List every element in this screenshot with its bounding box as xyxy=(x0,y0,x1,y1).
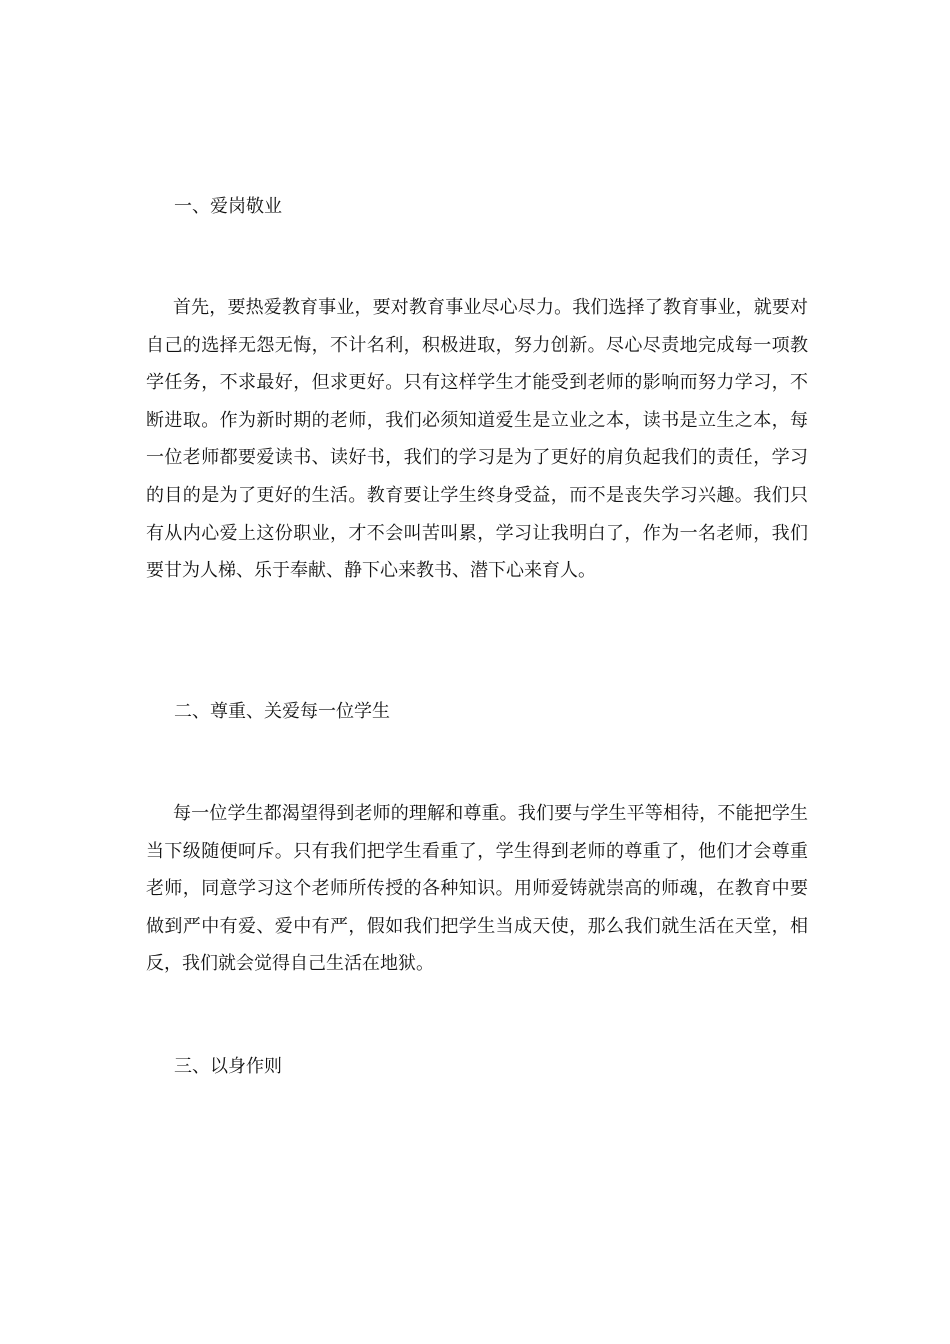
section-heading-2: 二、尊重、关爱每一位学生 xyxy=(174,701,390,722)
section-paragraph-2: 每一位学生都渴望得到老师的理解和尊重。我们要与学生平等相待，不能把学生当下级随便呵斥。只有我们把学生看重了，学生得到老师的尊重了，他们才会尊重老师，同意学习这个老师所传授的各种知识。用师爱铸就崇高的师魂，在教育中要做到严中有爱、爱中有严，假如我们把学生当成天使，那么我们就生活在天堂，相反，我们就会觉得自己生活在地狱。 xyxy=(146,803,808,975)
section-heading-3: 三、以身作则 xyxy=(174,1056,282,1077)
section-paragraph-1: 首先，要热爱教育事业，要对教育事业尽心尽力。我们选择了教育事业，就要对自己的选择无怨无悔，不计名利，积极进取，努力创新。尽心尽责地完成每一项教学任务，不求最好，但求更好。只有这样学生才能受到老师的影响而努力学习，不断进取。作为新时期的老师，我们必须知道爱生是立业之本，读书是立生之本，每一位老师都要爱读书、读好书，我们的学习是为了更好的肩负起我们的责任，学习的目的是为了更好的生活。教育要让学生终身受益，而不是丧失学习兴趣。我们只有从内心爱上这份职业，才不会叫苦叫累，学习让我明白了，作为一名老师，我们要甘为人梯、乐于奉献、静下心来教书、潜下心来育人。 xyxy=(146,297,808,582)
section-heading-1: 一、爱岗敬业 xyxy=(174,196,282,217)
